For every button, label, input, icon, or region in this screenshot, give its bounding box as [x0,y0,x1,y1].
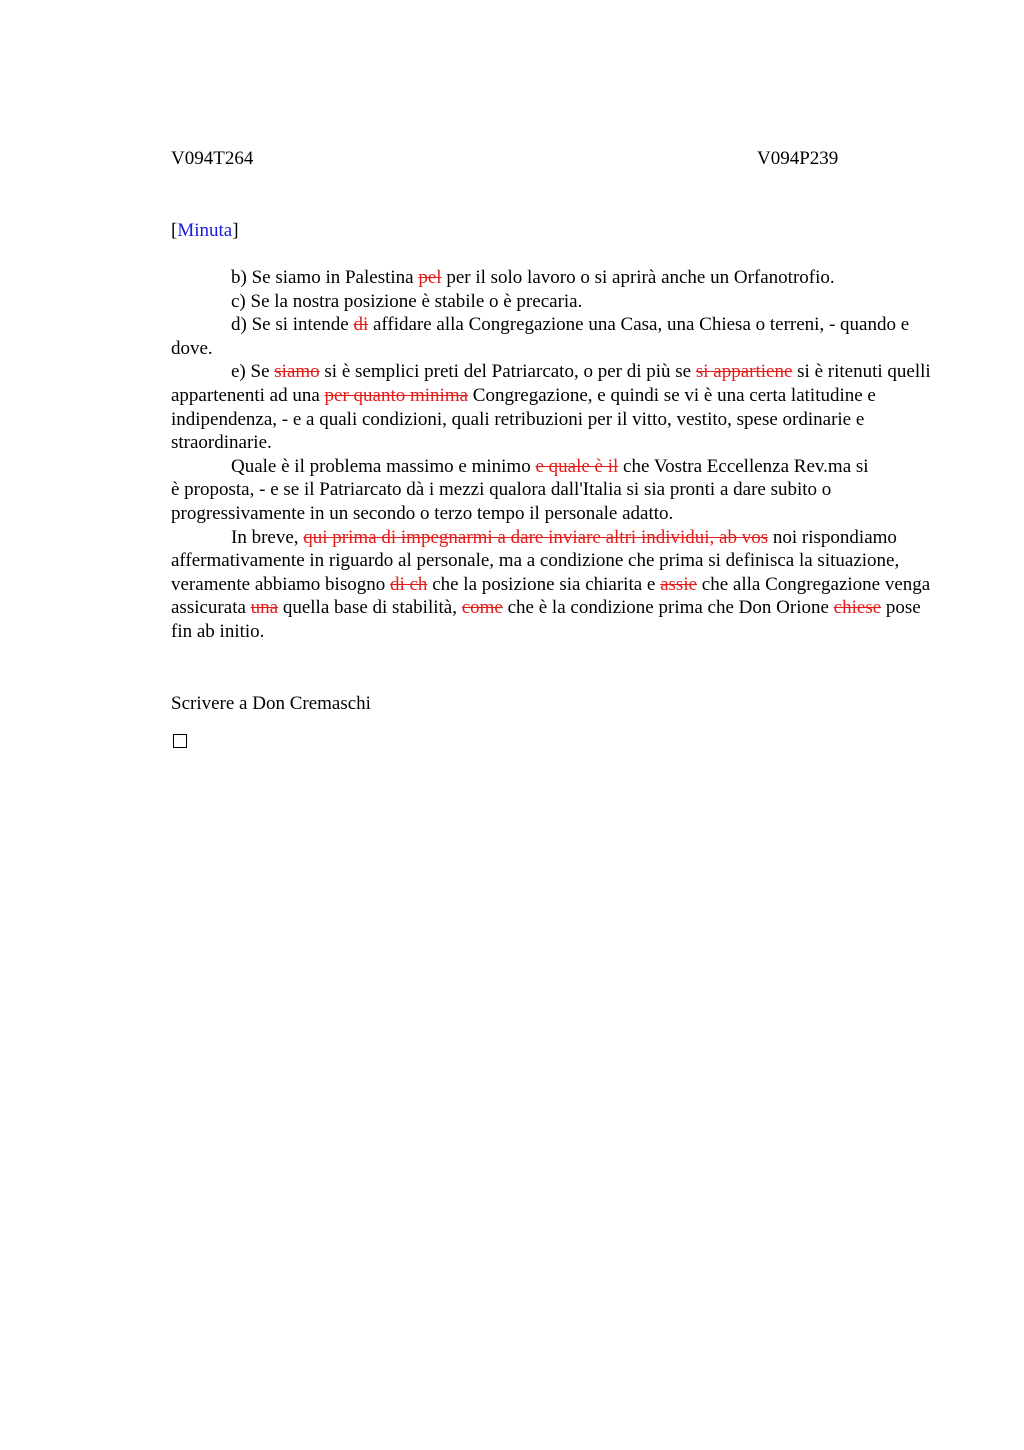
text-segment: è proposta, - e se il Patriarcato dà i mezzi qualora dall'Italia si sia pronti a dare subito o progressivamente in un secondo o terzo tempo il personale adatto. [171,479,832,524]
deleted-text: per quanto minima [324,384,469,406]
text-segment: noi rispondiamo affermativamente in riguardo al personale, ma a condizione che prima si definisca la situazione, veramente abbiamo bisogno [171,526,900,595]
paragraph-problema [171,455,931,479]
text-segment: si è semplici preti del Patriarcato, o per di più se [319,361,696,383]
text-segment: quella base di stabilità, [278,597,462,619]
text-segment: che è la condizione prima che Don Orione [502,597,834,619]
volume-text-code: V094T264 [171,148,254,169]
paragraph-proposta [171,478,931,525]
letter-page [171,146,931,748]
text-segment: pose fin ab initio. [171,597,921,642]
text-segment: che Vostra Eccellenza Rev.ma si [618,455,869,477]
minuta-label: Minuta [177,220,233,241]
checkbox-square-icon [173,734,187,748]
deleted-text: assie [660,573,698,595]
text-segment: e) Se [231,361,275,383]
deleted-text: qui prima di impegnarmi a dare inviare altri individui, ab vos [303,526,769,548]
paragraph-b [171,266,931,290]
text-segment: In breve, [231,526,304,548]
deleted-text: come [461,597,503,619]
paragraph-in-breve [171,526,931,644]
text-segment: che la posizione sia chiarita e [427,573,661,595]
text-segment: d) Se si intende [231,314,354,336]
deleted-text: chiese [833,597,882,619]
open-bracket: [ [171,220,178,241]
letter-body [171,266,931,644]
deleted-text: siamo [274,361,320,383]
text-segment: si è ritenuti quelli appartenenti ad una [171,361,931,406]
closing-note: Scrivere a Don Cremaschi [171,692,371,714]
volume-page-code: V094P239 [757,148,839,169]
deleted-text: di ch [389,573,428,595]
text-segment: Congregazione, e quindi se vi è una certa latitudine e indipendenza, - e a quali condizioni, quali retribuzioni per il vitto, vestito, spese ordinarie e straordinarie. [171,384,876,454]
deleted-text: e quale è il [535,455,619,477]
deleted-text: si appartiene [695,361,793,383]
deleted-text: pel [418,267,442,288]
text-segment: che alla Congregazione venga assicurata [171,573,931,619]
deleted-text: di [353,314,369,336]
text-segment: Quale è il problema massimo e minimo [231,455,536,477]
paragraph-d [171,313,931,360]
deleted-text: una [250,597,279,619]
paragraph-c [171,290,931,314]
text-segment: b) Se siamo in Palestina [231,267,419,288]
paragraph-e [171,360,931,454]
document-type-label [171,218,931,244]
text-segment: affidare alla Congregazione una Casa, una Chiesa o terreni, - quando e dove. [171,314,910,359]
text-segment: per il solo lavoro o si aprirà anche un Orfanotrofio. [441,267,835,288]
document-header [171,146,931,172]
text-segment: c) Se la nostra posizione è stabile o è precaria. [231,290,583,312]
close-bracket: ] [232,220,239,241]
